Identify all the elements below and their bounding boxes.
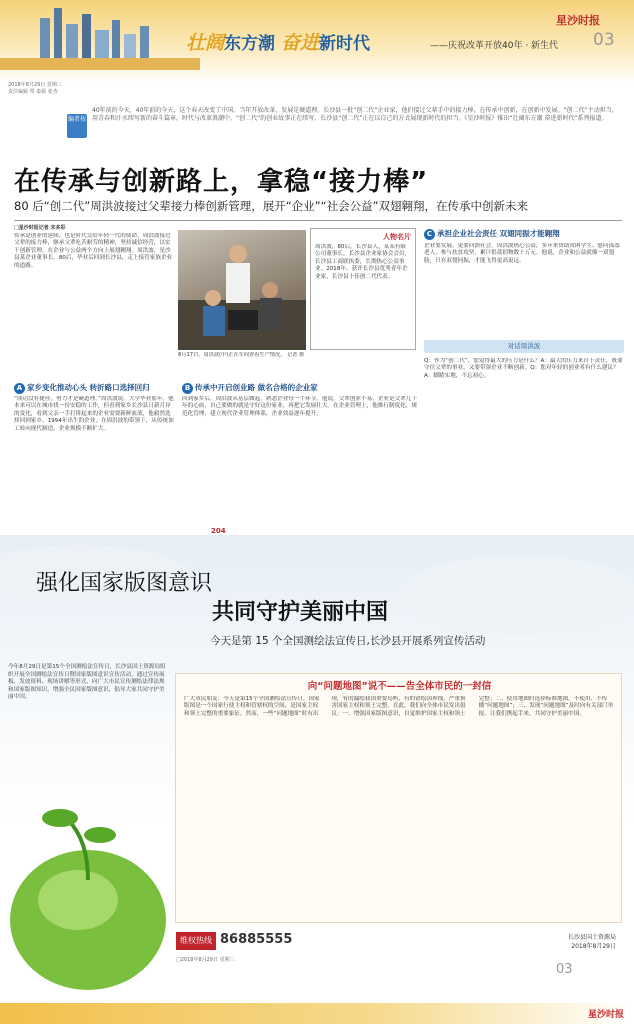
story-headline: 在传承与创新路上，拿稳“接力棒” <box>14 167 429 197</box>
section-heading-c: C 承担企业社会责任 双翅同振才能翱翔 <box>424 228 560 240</box>
editor-note-tag: 编者按 <box>67 114 87 138</box>
feature-headline-2: 共同守护美丽中国 <box>212 600 389 625</box>
feature-lead: 今年8月29日是第15个全国测绘法宣传日，长沙县国土资源局组织开展全国测绘法宣传日暨国家版图意识宣传活动，通过宣传展板、发放资料、现场讲解等形式，向广大市民宣传测绘法律法规和国家版图知识，增强全民国家版图意识，倡导大家共同守护美丽中国。 <box>8 664 166 701</box>
feature-subheadline: 今天是第 15 个全国测绘法宣传日,长沙县开展系列宣传活动 <box>210 635 486 647</box>
paper-name: 星沙时报 <box>556 14 600 27</box>
section-c-text: 企业要发展，更要回馈社会。周洪波热心公益，多年来资助贫困学生、慰问孤寡老人、参与扶贫攻坚，累计捐款捐物数十万元。他说，企业和公益就像一双翅膀，只有双翅同振，才能飞得更高更远。 <box>424 243 620 264</box>
footer-paper-name: 星沙时报 <box>587 1010 624 1020</box>
footer-area <box>176 932 616 1012</box>
series-subtitle: ——庆祝改革开放40年 · 新生代 <box>430 41 559 51</box>
section-heading-b: B 传承中开启创业路 做名合格的企业家 <box>182 382 318 394</box>
dialogue-text: Q：作为“创二代”，您觉得最大的压力是什么？A：最大的压力来自于责任，既要守住父辈的事业，又要带领企业不断创新。Q：您对年轻的创业者有什么建议？A：脚踏实地，不忘初心。 <box>424 358 623 379</box>
story-column: 传承是创业的延续，也是时代交给年轻一代的使命。周洪波接过父辈的接力棒，继承父辈吃苦耐劳的精神，坚持诚信经营，以实干创新管理，在企业与公益两个方向上展翅翱翔。周洪波，星沙县某企业董事长，80后，毕业后回到长沙县，走上接管家族企业的道路。 <box>14 233 173 269</box>
section-b-text: 回到家乡后，周洪波从基层做起，熟悉企业每一个环节。他说，父辈创业不易，企业是父辈几十年的心血，自己要做的就是守好这份家业，再把它发展壮大。在企业管理上，他推行制度化、规范化管理，建立现代企业管理体系，企业效益逐年提升。 <box>182 396 417 417</box>
slogan: 壮阔东方潮 奋进新时代 <box>186 32 370 54</box>
dialogue-heading: 对话周洪波 <box>424 340 624 353</box>
open-letter-title: 向“问题地图”说不——告全体市民的一封信 <box>307 681 492 692</box>
byline: □星沙时报记者 宋多彩 <box>14 225 66 231</box>
section-a-text: “成功没有捷径，努力才是硬道理。”周洪波说。大学毕业那年，他本来可以在城市找一份安稳的工作，但看到家乡长沙县日新月异的变化，看到父亲一手打拼起来的企业需要新鲜血液，他毅然选择回到家乡。1994年出生的企业，在周洪波的带领下，从传统加工转向现代制造，企业规模不断扩大。 <box>14 396 174 432</box>
story-subheadline: 80 后“创二代”周洪波接过父辈接力棒创新管理，展开“企业”“社会公益”双翅翱翔，在传承中创新未来 <box>14 199 529 213</box>
footer-meta: □2018年8月29日 星期三 <box>176 957 235 963</box>
footer-page-number: 03 <box>556 962 573 977</box>
open-letter-text: 广大市民朋友：今天是第15个全国测绘法宣传日，国家版图是一个国家行使主权和管辖权的空间，是国家主权和领土完整的重要象征。然而，一些“问题地图”时有出现，有的漏绘我国重要岛屿，有的错绘国界线，严重损害国家主权和领土完整。在此，我们向全体市民发出倡议：一、增强国家版图意识，自觉维护国家主权和领土完整；二、使用地图时选择标准地图，不使用、不传播“问题地图”；三、发现“问题地图”及时向有关部门举报。让我们携起手来，共同守护美丽中国。 <box>184 696 614 717</box>
photo-illustration <box>178 230 306 350</box>
editor-note: 40年前的今天，40年前的今天，这个春天改变了中国。当年开放改革，发展是硬道理。长沙县一批“创二代”企业家，他们接过父辈手中的接力棒，在传承中创新，在创新中发展。“创二代”主动担当，用青春和汗水续写新的奋斗篇章。时代与改革浪潮中，“创二代”的创业故事正在续写，长沙县“创二代”正在以自己的方式展现新时代的担当。《星沙时报》推出“壮阔东方潮 奋进新时代”系列报道。 <box>92 107 618 123</box>
profile-card-title: 人物名片 <box>383 233 411 241</box>
page-number: 03 <box>593 30 615 50</box>
divider <box>14 220 622 221</box>
news-photo <box>178 230 306 350</box>
skyline-illustration <box>0 0 200 70</box>
photo-caption: 8月17日，周洪波(中)正在车间查看生产情况。 记者 摄 <box>178 352 305 358</box>
section-heading-a: A 家乡变化推动心头 转折路口选择回归 <box>14 382 150 394</box>
hotline-label: 维权热线 <box>176 932 216 950</box>
inline-number: 204 <box>211 527 226 535</box>
hotline-number: 86885555 <box>220 932 293 947</box>
open-letter <box>175 673 622 923</box>
footer-bar <box>0 1003 634 1024</box>
globe-sprout-illustration <box>8 730 168 1000</box>
profile-card-text: 周洪波，80后，长沙县人。某某有限公司董事长，长沙县企业家协会会员，长沙县工商联执委，长期热心公益事业。2018年，获评长沙县优秀青年企业家，长沙县十佳创二代代表。 <box>315 244 411 280</box>
letter-signature: 长沙县国土资源局 <box>567 934 616 941</box>
letter-date: 2018年8月29日 <box>571 943 616 950</box>
feature-headline-1: 强化国家版图意识 <box>36 571 213 596</box>
profile-card <box>310 228 416 350</box>
issue-meta: 2018年8月29日 星期三 责任编辑 覃 泰源 张杏 <box>8 82 62 95</box>
masthead <box>0 0 634 84</box>
